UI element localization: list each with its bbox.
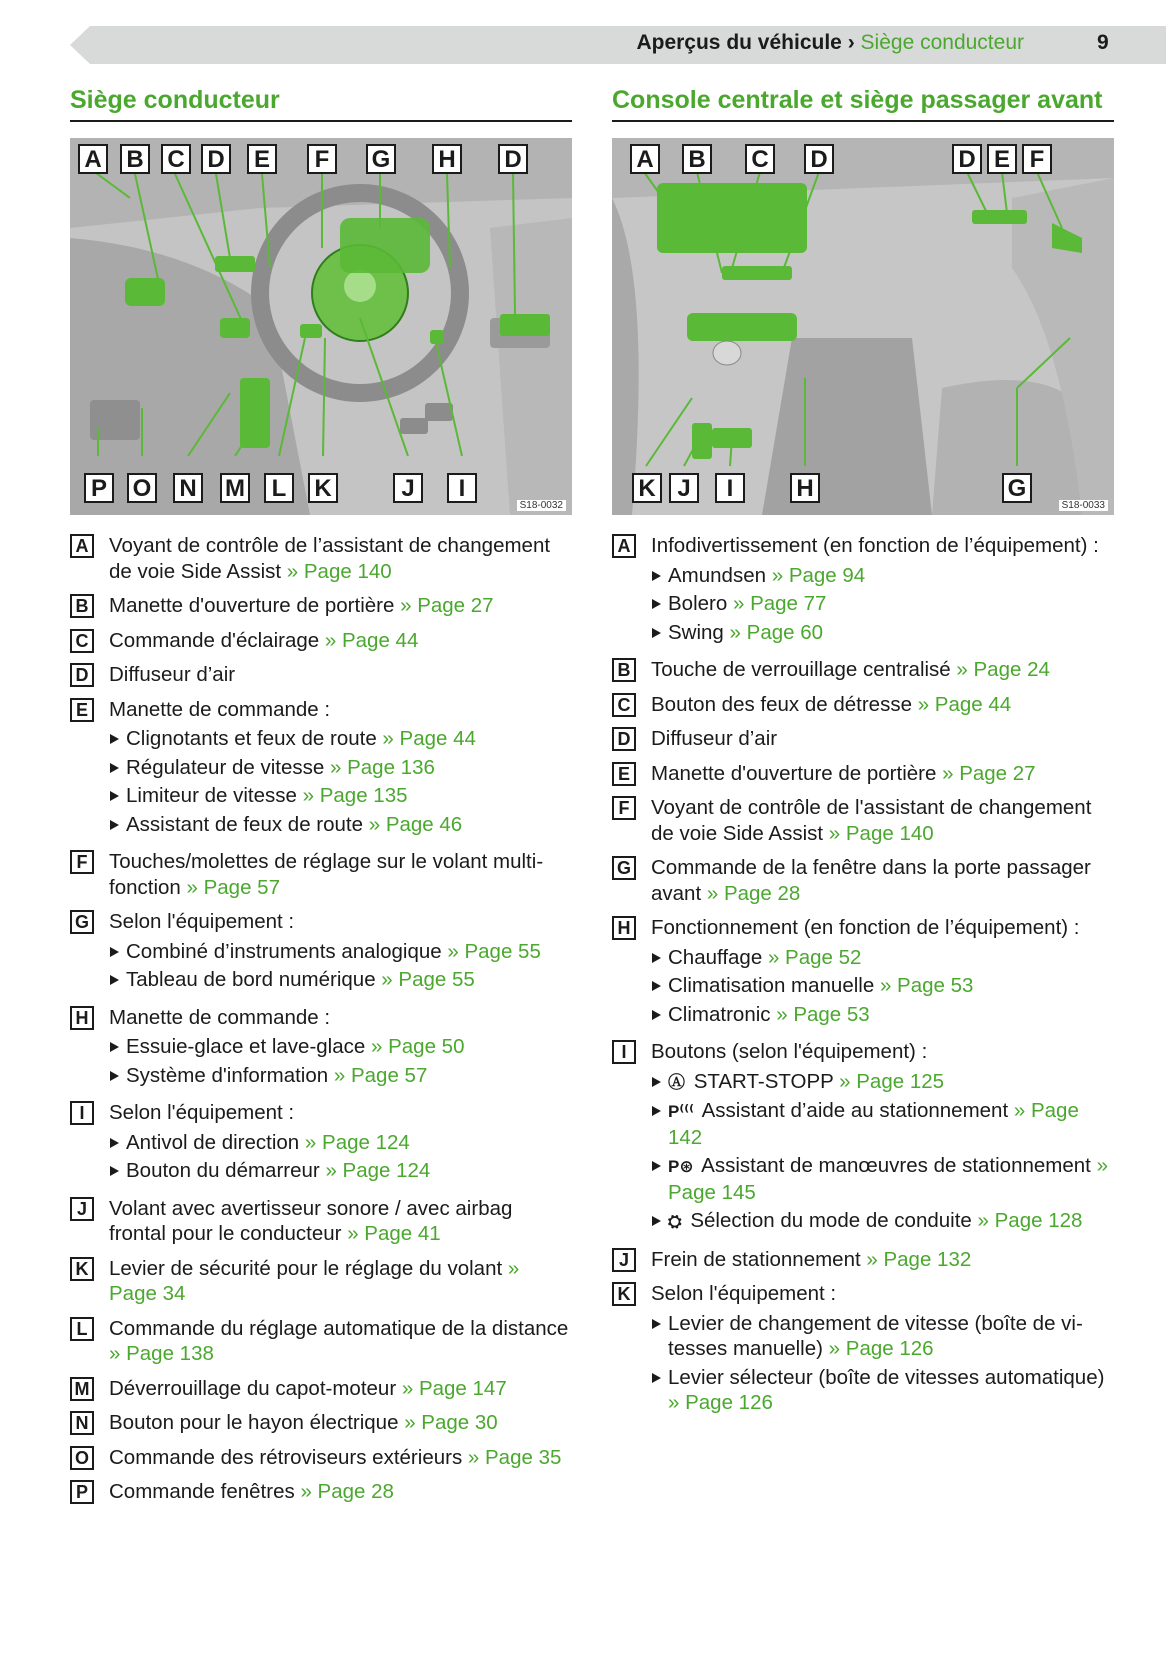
legend-sub-text: Climatisation manuelle (668, 974, 875, 997)
legend-sub-text: Régulateur de vitesse (126, 755, 325, 779)
callout-d-right: D (498, 144, 528, 174)
legend-sub-item (651, 945, 1114, 971)
callout-n: N (173, 473, 203, 503)
legend-description (651, 726, 1114, 752)
page-reference-link[interactable]: » Page 140 (286, 559, 392, 583)
legend-sub-item (109, 812, 572, 838)
legend-entry-a (612, 533, 1114, 648)
legend-text: Commande fenêtres (109, 1480, 295, 1503)
legend-description (109, 593, 572, 619)
page-reference-link[interactable]: » Page 132 (866, 1247, 972, 1271)
legend-entry-h (70, 1005, 572, 1092)
legend-sub-list (651, 1069, 1114, 1235)
legend-text: Bouton des feux de détresse (651, 692, 912, 716)
callout-b: B (682, 144, 712, 174)
legend-sub-list (109, 726, 572, 837)
page-reference-link[interactable]: » Page 27 (942, 761, 1036, 785)
legend-description (109, 628, 572, 654)
legend-description (651, 692, 1114, 718)
legend-text: Frein de stationnement (651, 1247, 861, 1271)
callout-i: I (715, 473, 745, 503)
page-reference-link[interactable]: » Page 124 (325, 1159, 431, 1182)
figure-bottom-callouts-right (612, 473, 1114, 509)
page-reference-link[interactable]: » Page 136 (330, 755, 435, 779)
page-reference-link[interactable]: » Page 77 (732, 592, 827, 615)
legend-letter: C (612, 693, 636, 717)
legend-letter: M (70, 1377, 94, 1401)
legend-description (109, 1256, 572, 1307)
page-reference-link[interactable]: » Page 50 (371, 1035, 465, 1058)
legend-sub-item (651, 1153, 1114, 1205)
legend-description (109, 1479, 572, 1505)
legend-sub-text: Assistant d’aide au stationnement (701, 1099, 1009, 1122)
figure-top-callouts-right (612, 144, 1114, 180)
legend-description (109, 849, 572, 900)
legend-sub-text: Amundsen (668, 563, 767, 587)
legend-text: Voyant de contrôle de l’assistant de changement de voie Side Assist (109, 534, 551, 583)
legend-entry-f (70, 849, 572, 900)
page-reference-link[interactable]: » Page 41 (347, 1222, 441, 1245)
legend-text: Commande du réglage automatique de la distance (109, 1316, 569, 1340)
legend-sub-text: Climatronic (668, 1002, 771, 1026)
legend-letter: K (70, 1257, 94, 1281)
legend-description (651, 795, 1114, 846)
legend-description (109, 1100, 572, 1187)
legend-entry-k (612, 1281, 1114, 1419)
figure-top-callouts (70, 144, 572, 180)
legend-letter: C (70, 629, 94, 653)
callout-k: K (308, 473, 338, 503)
page-reference-link[interactable]: » Page 28 (300, 1480, 394, 1503)
driver-cockpit-illustration (70, 138, 572, 515)
page-reference-link[interactable]: » Page 126 (668, 1391, 773, 1414)
callout-e: E (247, 144, 277, 174)
legend-text: Boutons (selon l'équipement) : (651, 1040, 928, 1063)
page-reference-link[interactable]: » Page 24 (956, 658, 1050, 681)
legend-description (109, 909, 572, 996)
legend-description (109, 697, 572, 841)
page-reference-link[interactable]: » Page 147 (401, 1376, 507, 1400)
right-column (612, 84, 1114, 1428)
callout-j: J (669, 473, 699, 503)
legend-description (651, 761, 1114, 787)
legend-description (651, 1281, 1114, 1419)
legend-sub-text: Bouton du démarreur (126, 1159, 320, 1182)
legend-text: Manette de commande : (109, 1005, 331, 1029)
page-reference-link[interactable]: » Page 125 (839, 1069, 945, 1093)
legend-letter: B (612, 658, 636, 682)
legend-sub-text: Assistant de feux de route (126, 812, 364, 836)
callout-d-right: D (952, 144, 982, 174)
callout-f: F (1022, 144, 1052, 174)
legend-sub-list (109, 1034, 572, 1088)
page-reference-link[interactable]: » Page 55 (447, 939, 541, 963)
legend-text: Commande d'éclairage (109, 628, 320, 652)
callout-g: G (366, 144, 396, 174)
page-reference-link[interactable]: » Page 128 (977, 1209, 1083, 1232)
legend-letter: E (612, 762, 636, 786)
legend-letter: J (612, 1248, 636, 1272)
legend-sub-text: Antivol de direction (126, 1130, 300, 1154)
page-reference-link[interactable]: » Page 124 (304, 1130, 410, 1154)
legend-letter: G (612, 856, 636, 880)
legend-entry-i (70, 1100, 572, 1187)
page-reference-link[interactable]: » Page 60 (729, 620, 824, 644)
legend-sub-item (109, 726, 572, 752)
legend-sub-text: Swing (668, 620, 724, 644)
callout-c: C (745, 144, 775, 174)
legend-entry-c (612, 692, 1114, 718)
legend-entry-m (70, 1376, 572, 1402)
legend-letter: B (70, 594, 94, 618)
legend-text: Selon l'équipement : (651, 1282, 837, 1305)
legend-description (651, 915, 1114, 1030)
callout-d: D (804, 144, 834, 174)
legend-description (109, 1410, 572, 1436)
legend-letter: N (70, 1411, 94, 1435)
legend-letter: E (70, 698, 94, 722)
breadcrumb (636, 31, 1024, 55)
page-reference-link[interactable]: » Page 135 (302, 784, 408, 807)
legend-sub-item (651, 620, 1114, 646)
page-reference-link[interactable]: » Page 52 (767, 945, 862, 969)
legend-sub-text: Clignotants et feux de route (126, 727, 377, 750)
legend-entry-j (70, 1196, 572, 1247)
legend-entry-g (612, 855, 1114, 906)
legend-sub-item (651, 1069, 1114, 1096)
legend-letter: O (70, 1446, 94, 1470)
legend-driver-seat (70, 533, 572, 1505)
legend-sub-text: Assistant de manœuvres de stationnement (701, 1154, 1091, 1177)
legend-description (109, 1316, 572, 1367)
legend-sub-text: Limiteur de vitesse (126, 784, 297, 807)
legend-entry-f (612, 795, 1114, 846)
legend-entry-e (70, 697, 572, 841)
legend-sub-item (651, 1098, 1114, 1150)
legend-entry-c (70, 628, 572, 654)
legend-entry-a (70, 533, 572, 584)
legend-sub-list (651, 1311, 1114, 1416)
legend-entry-e (612, 761, 1114, 787)
legend-center-console (612, 533, 1114, 1419)
callout-e: E (987, 144, 1017, 174)
page-reference-link[interactable]: » Page 55 (381, 968, 475, 991)
page-reference-link[interactable]: » Page 27 (400, 594, 494, 617)
callout-p: P (84, 473, 114, 503)
callout-m: M (220, 473, 250, 503)
legend-sub-item (109, 1130, 572, 1156)
legend-letter: K (612, 1282, 636, 1306)
legend-sub-item (109, 755, 572, 781)
legend-entry-p (70, 1479, 572, 1505)
legend-sub-text: Bolero (668, 592, 728, 615)
callout-i: I (447, 473, 477, 503)
legend-letter: F (70, 850, 94, 874)
legend-text: Levier de sécurité pour le réglage du volant (109, 1256, 503, 1280)
legend-entry-o (70, 1445, 572, 1471)
legend-sub-list (109, 939, 572, 993)
legend-text: Commande de la fenêtre dans la porte passager avant (651, 856, 1091, 905)
figure-code: S18-0033 (1059, 500, 1108, 511)
page-reference-link[interactable]: » Page 138 (109, 1342, 214, 1365)
legend-text: Infodivertissement (en fonction de l’équipement) : (651, 534, 1099, 557)
legend-sub-item (109, 783, 572, 809)
breadcrumb-separator: › (847, 31, 855, 54)
page-reference-link[interactable]: » Page 94 (771, 563, 866, 587)
callout-f: F (307, 144, 337, 174)
figure-bottom-callouts (70, 473, 572, 509)
legend-sub-item (109, 939, 572, 965)
legend-entry-g (70, 909, 572, 996)
legend-sub-item (651, 591, 1114, 617)
page-number: 9 (1097, 31, 1109, 54)
button-symbol-icon: Ⓐ (668, 1072, 685, 1092)
legend-sub-text: Combiné d’instruments analogique (126, 939, 442, 963)
legend-text: Manette d'ouverture de portière (651, 761, 937, 785)
legend-letter: I (70, 1101, 94, 1125)
legend-sub-list (109, 1130, 572, 1184)
legend-letter: H (70, 1006, 94, 1030)
page-reference-link[interactable]: » Page 53 (776, 1002, 870, 1026)
legend-sub-text: Tableau de bord numérique (126, 968, 376, 991)
legend-text: Touches/molettes de réglage sur le volant multifonction (109, 850, 544, 899)
legend-description (651, 855, 1114, 906)
page-reference-link[interactable]: » Page 57 (333, 1063, 428, 1087)
page-reference-link[interactable]: » Page 126 (828, 1337, 934, 1360)
legend-sub-list (651, 945, 1114, 1028)
page-reference-link[interactable]: » Page 28 (706, 881, 801, 905)
legend-sub-item (651, 1365, 1114, 1416)
legend-letter: L (70, 1317, 94, 1341)
legend-sub-text: Essuie-glace et lave-glace (126, 1035, 366, 1058)
legend-entry-b (612, 657, 1114, 683)
legend-description (651, 657, 1114, 683)
callout-h: H (432, 144, 462, 174)
legend-description (651, 1039, 1114, 1238)
legend-entry-b (70, 593, 572, 619)
legend-letter: D (70, 663, 94, 687)
legend-entry-j (612, 1247, 1114, 1273)
legend-letter: A (612, 534, 636, 558)
legend-description (109, 533, 572, 584)
legend-sub-text: Sélection du mode de conduite (690, 1209, 972, 1232)
page-reference-link[interactable]: » Page 44 (917, 692, 1012, 716)
legend-text: Commande des rétroviseurs extérieurs (109, 1445, 463, 1469)
callout-a: A (78, 144, 108, 174)
button-symbol-icon: P⊛ (668, 1157, 694, 1176)
legend-letter: A (70, 534, 94, 558)
callout-o: O (127, 473, 157, 503)
breadcrumb-current: Siège conducteur (860, 31, 1024, 54)
legend-text: Voyant de contrôle de l'assistant de changement de voie Side Assist (651, 796, 1092, 845)
legend-text: Déverrouillage du capot-moteur (109, 1376, 397, 1400)
page-reference-link[interactable]: » Page 142 (668, 1099, 1079, 1149)
page-reference-link[interactable]: » Page 53 (879, 974, 974, 997)
legend-letter: H (612, 916, 636, 940)
legend-sub-item (651, 1208, 1114, 1235)
legend-entry-d (70, 662, 572, 688)
page-reference-link[interactable]: » Page 35 (467, 1445, 562, 1469)
legend-sub-text: Levier sélecteur (boîte de vitesses automatique) (668, 1365, 1105, 1389)
legend-text: Manette d'ouverture de portière (109, 594, 395, 617)
page-reference-link[interactable]: » Page 57 (186, 875, 280, 899)
legend-text: Bouton pour le hayon électrique (109, 1411, 399, 1434)
legend-text: Touche de verrouillage centralisé (651, 658, 951, 681)
legend-sub-item (651, 1311, 1114, 1362)
legend-description (109, 1005, 572, 1092)
legend-letter: G (70, 910, 94, 934)
legend-sub-item (651, 1002, 1114, 1028)
callout-h: H (790, 473, 820, 503)
legend-description (109, 1196, 572, 1247)
callout-l: L (264, 473, 294, 503)
legend-letter: J (70, 1197, 94, 1221)
callout-k: K (632, 473, 662, 503)
callout-a: A (630, 144, 660, 174)
legend-text: Diffuseur d’air (109, 663, 236, 686)
legend-description (109, 1376, 572, 1402)
legend-sub-item (651, 973, 1114, 999)
callout-j: J (393, 473, 423, 503)
legend-sub-text: START-STOPP (693, 1069, 834, 1093)
page-reference-link[interactable]: » Page 46 (368, 812, 463, 836)
left-column (70, 84, 572, 1514)
page-reference-link[interactable]: » Page 145 (668, 1154, 1108, 1204)
button-symbol-icon: ⛭ (668, 1212, 682, 1231)
breadcrumb-chapter: Aperçus du véhicule (636, 31, 842, 54)
callout-c: C (161, 144, 191, 174)
legend-sub-text: Chauffage (668, 945, 763, 969)
page-reference-link[interactable]: » Page 30 (404, 1411, 498, 1434)
legend-letter: P (70, 1480, 94, 1504)
section-title-center-console: Console centrale et siège passager avant (612, 84, 1114, 122)
legend-sub-text: Levier de changement de vitesse (boîte de vitesses manuelle) (668, 1311, 1083, 1360)
legend-description (109, 662, 572, 688)
legend-description (109, 1445, 572, 1471)
legend-entry-h (612, 915, 1114, 1030)
section-title-driver-seat: Siège conducteur (70, 84, 572, 122)
legend-sub-item (109, 1034, 572, 1060)
page-reference-link[interactable]: » Page 34 (109, 1256, 520, 1305)
legend-entry-d (612, 726, 1114, 752)
page-reference-link[interactable]: » Page 44 (382, 727, 476, 750)
legend-sub-item (109, 1063, 572, 1089)
legend-text: Selon l'équipement : (109, 910, 295, 933)
legend-entry-i (612, 1039, 1114, 1238)
legend-letter: I (612, 1040, 636, 1064)
legend-description (651, 533, 1114, 648)
callout-g: G (1002, 473, 1032, 503)
page-reference-link[interactable]: » Page 140 (828, 821, 934, 845)
button-symbol-icon: P⁽⁽⁽ (668, 1102, 695, 1121)
legend-text: Volant avec avertisseur sonore / avec airbag frontal pour le conducteur (109, 1196, 513, 1245)
driver-seat-figure (70, 138, 572, 515)
legend-text: Manette de commande : (109, 697, 331, 721)
callout-b: B (120, 144, 150, 174)
legend-letter: F (612, 796, 636, 820)
legend-entry-n (70, 1410, 572, 1436)
legend-sub-item (651, 563, 1114, 589)
legend-text: Diffuseur d’air (651, 727, 778, 750)
legend-letter: D (612, 727, 636, 751)
legend-entry-l (70, 1316, 572, 1367)
legend-sub-item (109, 967, 572, 993)
figure-code: S18-0032 (517, 500, 566, 511)
legend-sub-text: Système d'information (126, 1063, 329, 1087)
page-reference-link[interactable]: » Page 44 (324, 628, 419, 652)
legend-text: Selon l'équipement : (109, 1101, 295, 1124)
legend-text: Fonctionnement (en fonction de l’équipement) : (651, 916, 1080, 939)
center-console-illustration (612, 138, 1114, 515)
callout-d: D (201, 144, 231, 174)
legend-sub-list (651, 563, 1114, 646)
center-console-figure (612, 138, 1114, 515)
legend-description (651, 1247, 1114, 1273)
legend-sub-item (109, 1158, 572, 1184)
legend-entry-k (70, 1256, 572, 1307)
